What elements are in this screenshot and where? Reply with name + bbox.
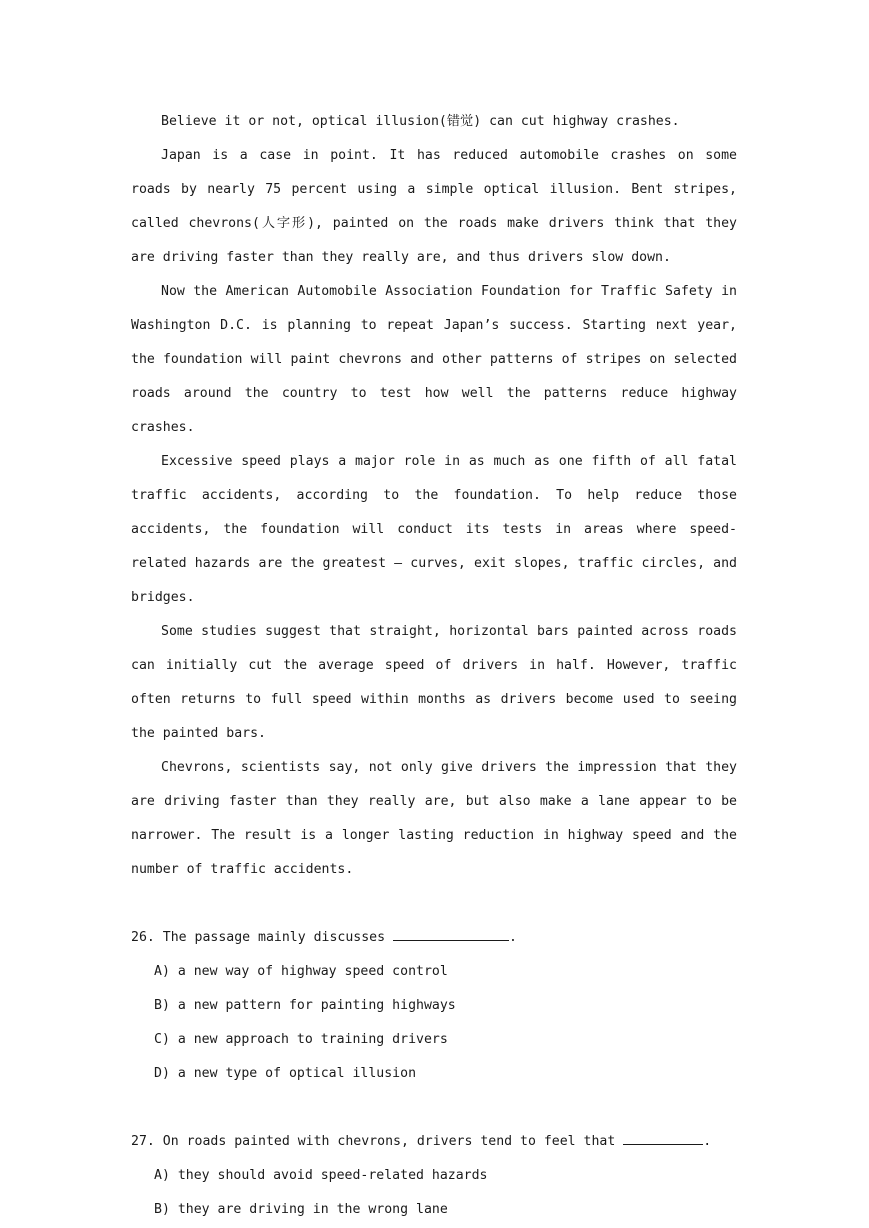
passage-paragraph-5: Some studies suggest that straight, horizontal bars painted across roads can initially cut the average speed of drivers in half. However, traffic often returns to full speed within months as drivers become used to seeing the painted bars.: [131, 624, 737, 741]
passage-paragraph-4: Excessive speed plays a major role in as much as one fifth of all fatal traffic accidents, according to the foundation. To help reduce those accidents, the foundation will conduct its tests in areas where speed-related hazards are the greatest — curves, exit slopes, traffic circles, and bridges.: [131, 454, 737, 605]
question-stem-text: 27. On roads painted with chevrons, drivers tend to feel that: [131, 1134, 624, 1149]
question-stem-text: 26. The passage mainly discusses: [131, 930, 394, 945]
question-stem: [131, 921, 737, 955]
passage-paragraph-3: Now the American Automobile Association Foundation for Traffic Safety in Washington D.C. is planning to repeat Japan’s success. Starting next year, the foundation will paint chevrons and other patterns of stripes on selected roads around the country to test how well the patterns reduce highway crashes.: [131, 284, 737, 435]
answer-blank: [393, 928, 509, 941]
question-27: [131, 1125, 737, 1227]
passage-paragraph-6: Chevrons, scientists say, not only give drivers the impression that they are driving faster than they really are, but also make a lane appear to be narrower. The result is a longer lasting reduction in highway speed and the number of traffic accidents.: [131, 760, 737, 877]
option-d: D) a new type of optical illusion: [154, 1066, 417, 1081]
question-stem: [131, 1125, 737, 1159]
document-page: [131, 105, 737, 1227]
passage-paragraph-2: Japan is a case in point. It has reduced automobile crashes on some roads by nearly 75 percent using a simple optical illusion. Bent stripes, called chevrons(人字形), painted on the roads make drivers think that they are driving faster than they really are, and thus drivers slow down.: [131, 148, 737, 265]
option-a: A) they should avoid speed-related hazards: [154, 1168, 488, 1183]
option-b: B) they are driving in the wrong lane: [154, 1202, 448, 1217]
option-a: A) a new way of highway speed control: [154, 964, 448, 979]
question-stem-end: .: [509, 930, 517, 945]
passage-paragraph-1: Believe it or not, optical illusion(错觉) can cut highway crashes.: [161, 114, 680, 129]
option-c: C) a new approach to training drivers: [154, 1032, 448, 1047]
question-26: [131, 921, 737, 1091]
question-stem-end: .: [703, 1134, 712, 1149]
option-b: B) a new pattern for painting highways: [154, 998, 456, 1013]
answer-blank: [623, 1132, 703, 1145]
